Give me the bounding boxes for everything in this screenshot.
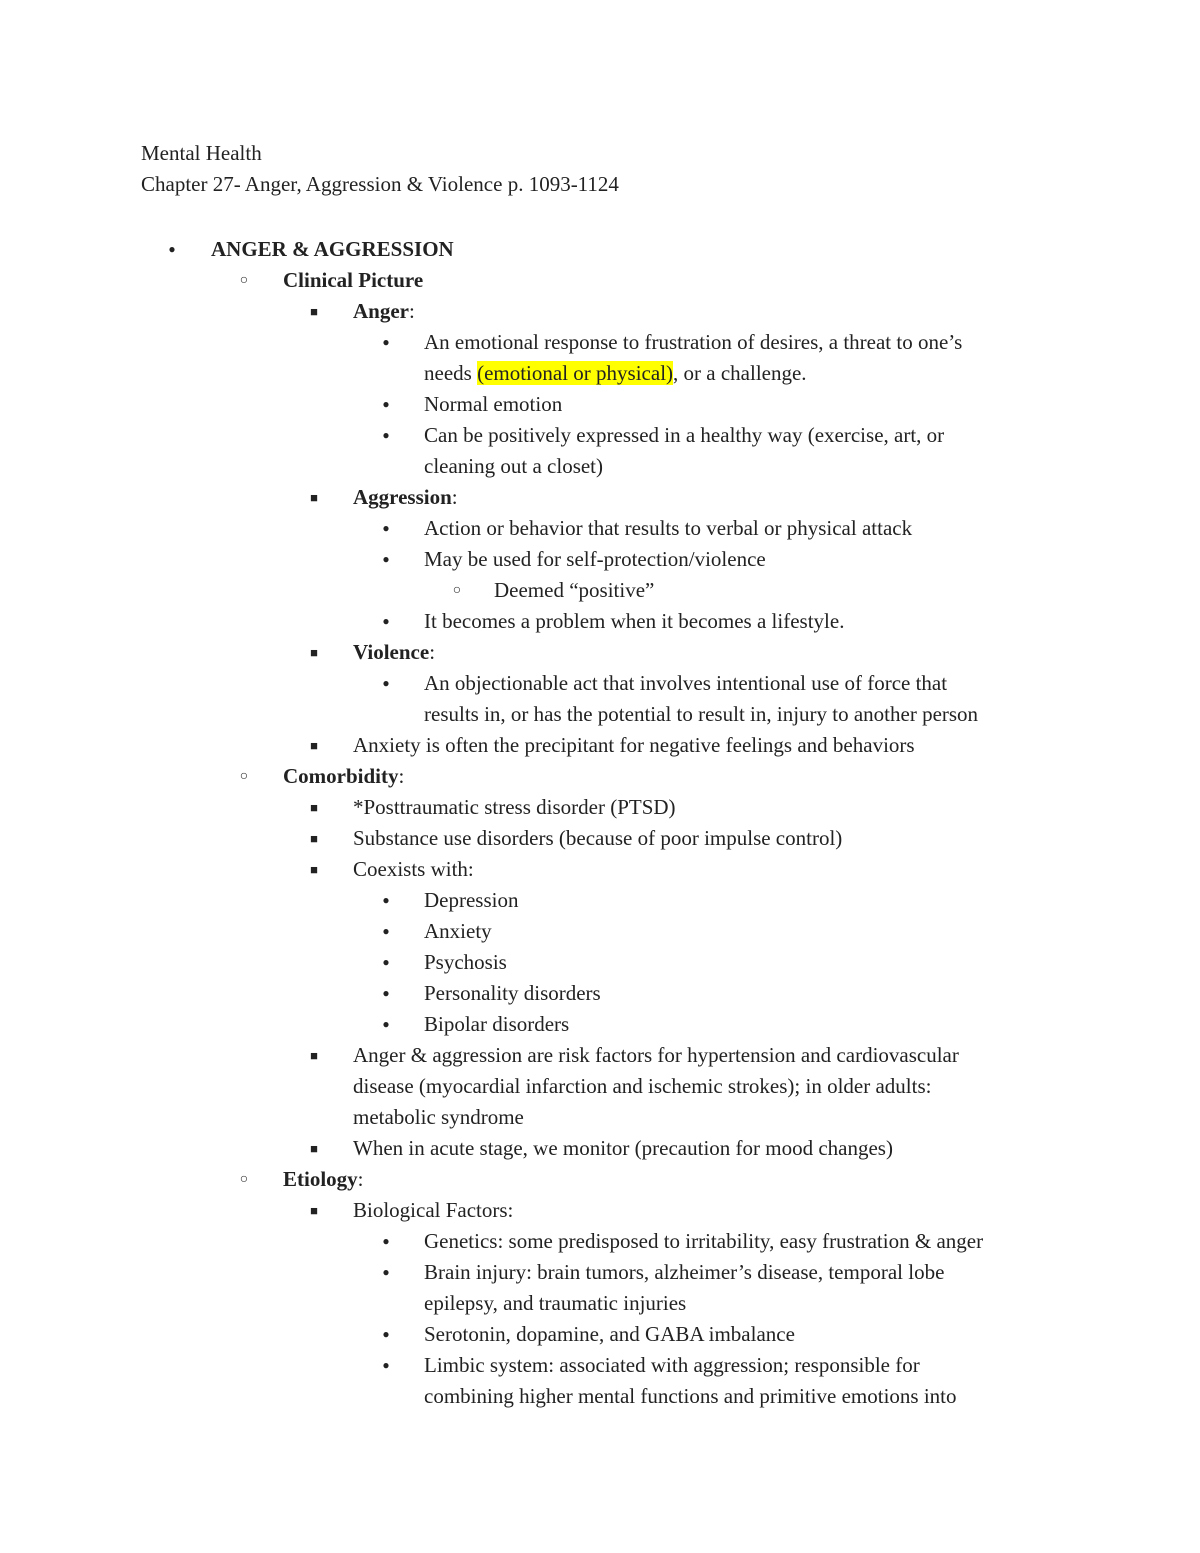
text-segment: Anxiety <box>424 919 492 943</box>
outline-line-text <box>424 1381 957 1412</box>
disc-bullet-icon <box>376 1319 396 1350</box>
outline-line-text <box>353 823 842 854</box>
bold-heading-text: Comorbidity <box>283 764 399 788</box>
text-segment: Genetics: some predisposed to irritability, easy frustration & anger <box>424 1229 984 1253</box>
disc-bullet-icon <box>376 885 396 916</box>
text-segment: Psychosis <box>424 950 507 974</box>
disc-bullet-icon <box>376 947 396 978</box>
text-segment: Substance use disorders (because of poor impulse control) <box>353 826 843 850</box>
square-bullet-icon <box>304 792 324 824</box>
outline-line-text <box>353 637 435 668</box>
outline-line-text <box>424 916 492 947</box>
circle-bullet-icon <box>234 265 254 296</box>
text-segment: An emotional response to frustration of desires, a threat to one’s <box>424 330 963 354</box>
square-bullet-icon <box>304 1195 324 1227</box>
text-segment: It becomes a problem when it becomes a lifestyle. <box>424 609 845 633</box>
document-header <box>141 138 619 200</box>
outline-line-text <box>211 234 454 265</box>
outline-line-text <box>424 1257 944 1288</box>
outline-line-text <box>353 1133 893 1164</box>
outline-line-text <box>353 730 915 761</box>
outline-line-text <box>424 513 912 544</box>
bold-heading-text: ANGER & AGGRESSION <box>211 237 454 261</box>
outline-line-text <box>424 420 944 451</box>
document-subtitle: Chapter 27- Anger, Aggression & Violence p. 1093-1124 <box>141 172 619 196</box>
text-segment: Brain injury: brain tumors, alzheimer’s disease, temporal lobe <box>424 1260 945 1284</box>
text-segment: An objectionable act that involves intentional use of force that <box>424 671 948 695</box>
text-segment: Anxiety is often the precipitant for negative feelings and behaviors <box>353 733 915 757</box>
text-segment: When in acute stage, we monitor (precaution for mood changes) <box>353 1136 893 1160</box>
bold-heading-text: Aggression <box>353 485 452 509</box>
bold-heading-text: Clinical Picture <box>283 268 424 292</box>
outline-line-text <box>283 1164 364 1195</box>
disc-bullet-icon <box>376 606 396 637</box>
square-bullet-icon <box>304 637 324 669</box>
outline-line-text <box>424 1319 795 1350</box>
text-segment: Bipolar disorders <box>424 1012 570 1036</box>
text-segment: : <box>398 764 405 788</box>
outline-line-text <box>353 1071 931 1102</box>
square-bullet-icon <box>304 1040 324 1072</box>
outline-line-text <box>424 451 603 482</box>
outline-line-text <box>424 606 844 637</box>
text-segment: Coexists with: <box>353 857 474 881</box>
text-segment: results in, or has the potential to result in, injury to another person <box>424 702 979 726</box>
text-segment: May be used for self-protection/violence <box>424 547 766 571</box>
text-segment: : <box>357 1167 364 1191</box>
outline-line-text <box>494 575 654 606</box>
bold-heading-text: Violence <box>353 640 430 664</box>
disc-bullet-icon <box>162 234 182 265</box>
outline-line-text <box>353 482 458 513</box>
outline-line-text <box>424 1288 686 1319</box>
outline-line-text <box>424 978 601 1009</box>
outline-line-text <box>283 761 404 792</box>
disc-bullet-icon <box>376 389 396 420</box>
text-segment: metabolic syndrome <box>353 1105 524 1129</box>
disc-bullet-icon <box>376 420 396 451</box>
text-segment: needs <box>424 361 478 385</box>
outline-line-text <box>353 1040 959 1071</box>
text-segment: , or a challenge. <box>673 361 807 385</box>
circle-bullet-icon <box>234 761 254 792</box>
outline-line-text <box>424 1226 983 1257</box>
square-bullet-icon <box>304 482 324 514</box>
outline-line-text <box>283 265 423 296</box>
outline-line-text <box>424 947 507 978</box>
circle-bullet-icon <box>234 1164 254 1195</box>
disc-bullet-icon <box>376 513 396 544</box>
text-segment: Personality disorders <box>424 981 601 1005</box>
outline-line-text <box>424 544 766 575</box>
text-segment: *Posttraumatic stress disorder (PTSD) <box>353 795 676 819</box>
bold-heading-text: Anger <box>353 299 409 323</box>
text-segment: : <box>429 640 436 664</box>
text-segment: : <box>451 485 458 509</box>
text-segment: Biological Factors: <box>353 1198 514 1222</box>
disc-bullet-icon <box>376 544 396 575</box>
text-segment: : <box>409 299 415 323</box>
disc-bullet-icon <box>376 327 396 358</box>
highlighted-text: (emotional or physical) <box>477 361 674 385</box>
text-segment: cleaning out a closet) <box>424 454 604 478</box>
text-segment: epilepsy, and traumatic injuries <box>424 1291 687 1315</box>
circle-bullet-icon <box>447 575 467 606</box>
text-segment: Action or behavior that results to verbal or physical attack <box>424 516 913 540</box>
text-segment: Serotonin, dopamine, and GABA imbalance <box>424 1322 795 1346</box>
outline-line-text <box>353 792 676 823</box>
outline-line-text <box>424 699 978 730</box>
square-bullet-icon <box>304 823 324 855</box>
outline-line-text <box>424 885 518 916</box>
square-bullet-icon <box>304 296 324 328</box>
disc-bullet-icon <box>376 1350 396 1381</box>
text-segment: Anger & aggression are risk factors for hypertension and cardiovascular <box>353 1043 959 1067</box>
text-segment: Deemed “positive” <box>494 578 655 602</box>
square-bullet-icon <box>304 1133 324 1165</box>
disc-bullet-icon <box>376 1226 396 1257</box>
outline-line-text <box>353 1195 513 1226</box>
outline-line-text <box>353 296 415 327</box>
outline-line-text <box>353 1102 524 1133</box>
outline-line-text <box>424 668 947 699</box>
square-bullet-icon <box>304 730 324 762</box>
disc-bullet-icon <box>376 668 396 699</box>
disc-bullet-icon <box>376 978 396 1009</box>
text-segment: disease (myocardial infarction and ischemic strokes); in older adults: <box>353 1074 932 1098</box>
outline-line-text <box>424 358 807 389</box>
document-title: Mental Health <box>141 141 262 165</box>
outline-line-text <box>424 389 562 420</box>
text-segment: Depression <box>424 888 519 912</box>
text-segment: Limbic system: associated with aggression; responsible for <box>424 1353 920 1377</box>
square-bullet-icon <box>304 854 324 886</box>
bold-heading-text: Etiology <box>283 1167 358 1191</box>
outline-line-text <box>353 854 474 885</box>
text-segment: Normal emotion <box>424 392 563 416</box>
disc-bullet-icon <box>376 1257 396 1288</box>
outline-line-text <box>424 1350 920 1381</box>
outline-line-text <box>424 1009 569 1040</box>
text-segment: Can be positively expressed in a healthy way (exercise, art, or <box>424 423 945 447</box>
outline-line-text <box>424 327 962 358</box>
disc-bullet-icon <box>376 1009 396 1040</box>
disc-bullet-icon <box>376 916 396 947</box>
text-segment: combining higher mental functions and primitive emotions into <box>424 1384 957 1408</box>
